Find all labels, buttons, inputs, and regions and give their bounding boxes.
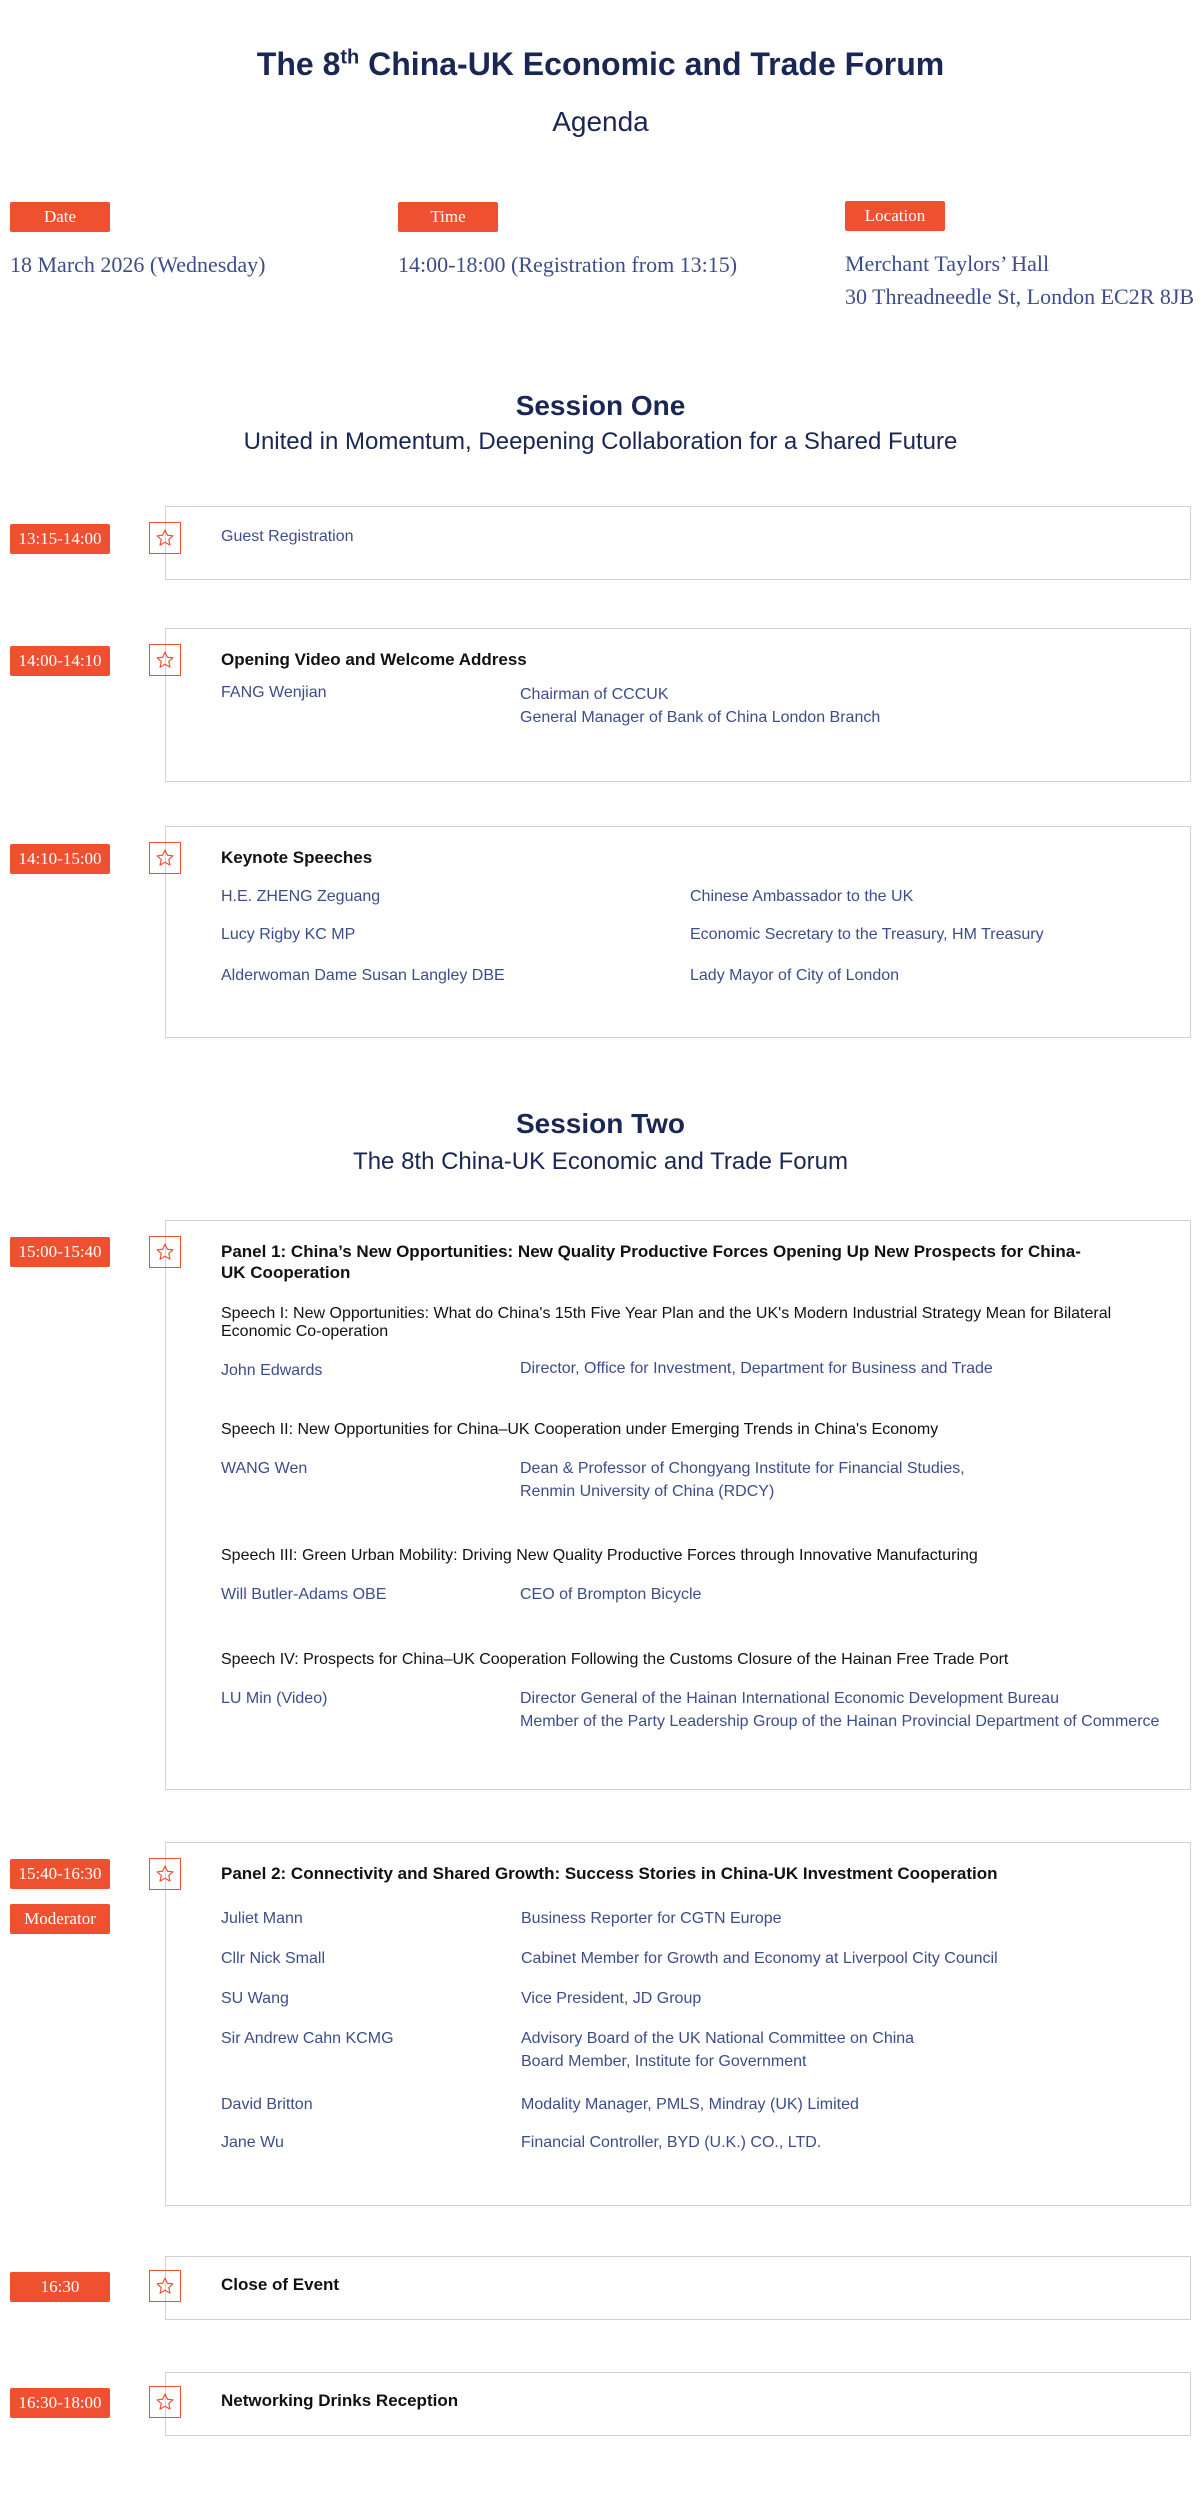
speech-title: Speech III: Green Urban Mobility: Driving New Quality Productive Forces through Innovative Manufacturing: [221, 1547, 978, 1564]
star-icon: [149, 842, 181, 874]
session-two-title: Session Two: [515, 1108, 686, 1139]
speaker-role: Renmin University of China (RDCY): [520, 1483, 775, 1500]
star-icon: [149, 2270, 181, 2302]
speaker-role: Chinese Ambassador to the UK: [690, 888, 914, 905]
speech-title: Speech IV: Prospects for China–UK Cooperation Following the Customs Closure of the Hainan Free Trade Port: [221, 1651, 1009, 1668]
time-tag: Time: [398, 202, 498, 232]
reception-title: Networking Drinks Reception: [221, 2391, 459, 2410]
speaker-role: Director General of the Hainan International Economic Development Bureau: [520, 1690, 1059, 1707]
close-card: [165, 2256, 1191, 2320]
location-line1: Merchant Taylors’ Hall: [845, 251, 1050, 276]
speaker-name: Juliet Mann: [221, 1910, 303, 1927]
speaker-role: CEO of Brompton Bicycle: [520, 1586, 702, 1603]
close-title: Close of Event: [221, 2275, 340, 2294]
location-line2: 30 Threadneedle St, London EC2R 8JB: [845, 284, 1195, 309]
reception-card: [165, 2372, 1191, 2436]
moderator-tag: Moderator: [10, 1904, 110, 1934]
date-value: 18 March 2026 (Wednesday): [10, 252, 266, 277]
speaker-role: Financial Controller, BYD (U.K.) CO., LTD.: [521, 2134, 822, 2151]
speaker-name: Sir Andrew Cahn KCMG: [221, 2030, 394, 2047]
speaker-name: Will Butler-Adams OBE: [221, 1586, 387, 1603]
time-tag-reception: 16:30-18:00: [10, 2388, 110, 2418]
time-tag-panel1: 15:00-15:40: [10, 1237, 110, 1267]
speaker-name: Lucy Rigby KC MP: [221, 926, 356, 943]
speaker-role: Cabinet Member for Growth and Economy at Liverpool City Council: [521, 1950, 998, 1967]
keynote-card: [165, 826, 1191, 1038]
speaker-name: Jane Wu: [221, 2134, 284, 2151]
location-info: [845, 201, 1194, 313]
keynote-title: Keynote Speeches: [221, 848, 373, 867]
speaker-role: General Manager of Bank of China London Branch: [520, 709, 881, 726]
time-tag-keynote: 14:10-15:00: [10, 844, 110, 874]
star-icon: [149, 522, 181, 554]
time-tag-registration: 13:15-14:00: [10, 524, 110, 554]
speech-title: Speech I: New Opportunities: What do China's 15th Five Year Plan and the UK's Modern Industrial Strategy Mean for Bilateral Economic Co-operation: [221, 1305, 1112, 1340]
speaker-name: SU Wang: [221, 1990, 289, 2007]
panel1-card: [165, 1220, 1191, 1790]
session-two-subtitle: The 8th China-UK Economic and Trade Forum: [353, 1148, 848, 1175]
panel2-title: Panel 2: Connectivity and Shared Growth: Success Stories in China-UK Investment Cooperation: [221, 1864, 998, 1883]
speech-title: Speech II: New Opportunities for China–UK Cooperation under Emerging Trends in China's Economy: [221, 1421, 939, 1438]
location-tag: Location: [845, 201, 945, 231]
star-icon: [149, 1858, 181, 1890]
speaker-name: LU Min (Video): [221, 1690, 328, 1707]
speaker-role: Board Member, Institute for Government: [521, 2053, 807, 2070]
session-one-subtitle: United in Momentum, Deepening Collaboration for a Shared Future: [243, 428, 958, 455]
speaker-role: Dean & Professor of Chongyang Institute for Financial Studies,: [520, 1460, 965, 1477]
speaker-name: FANG Wenjian: [221, 684, 327, 701]
session-one-title: Session One: [515, 390, 686, 421]
speaker-role: Chairman of CCCUK: [520, 686, 669, 703]
page-subtitle: Agenda: [552, 106, 649, 137]
time-value: 14:00-18:00 (Registration from 13:15): [398, 252, 738, 277]
speaker-name: WANG Wen: [221, 1460, 308, 1477]
speaker-role: Advisory Board of the UK National Committee on China: [521, 2030, 915, 2047]
star-icon: [149, 644, 181, 676]
star-icon: [149, 1236, 181, 1268]
speaker-name: John Edwards: [221, 1362, 323, 1379]
time-tag-close: 16:30: [10, 2272, 110, 2302]
speaker-name: Cllr Nick Small: [221, 1950, 325, 1967]
panel1-title: Panel 1: China’s New Opportunities: New Quality Productive Forces Opening Up New Prospects for China-UK Cooperation: [221, 1242, 1081, 1282]
registration-text: Guest Registration: [221, 528, 354, 545]
speaker-name: Alderwoman Dame Susan Langley DBE: [221, 967, 505, 984]
time-tag-opening: 14:00-14:10: [10, 646, 110, 676]
speaker-name: H.E. ZHENG Zeguang: [221, 888, 381, 905]
date-tag: Date: [10, 202, 110, 232]
time-tag-panel2: 15:40-16:30: [10, 1859, 110, 1889]
time-info: [398, 202, 737, 281]
speaker-role: Vice President, JD Group: [521, 1990, 702, 2007]
speaker-role: Modality Manager, PMLS, Mindray (UK) Limited: [521, 2096, 859, 2113]
speaker-role: Member of the Party Leadership Group of the Hainan Provincial Department of Commerce: [520, 1713, 1160, 1730]
page-title: The 8th China-UK Economic and Trade Forum: [256, 46, 945, 82]
speaker-role: Business Reporter for CGTN Europe: [521, 1910, 782, 1927]
speaker-role: Lady Mayor of City of London: [690, 967, 900, 984]
date-info: [10, 202, 265, 281]
registration-card: [165, 506, 1191, 580]
speaker-role: Director, Office for Investment, Department for Business and Trade: [520, 1360, 993, 1377]
star-icon: [149, 2386, 181, 2418]
speaker-name: David Britton: [221, 2096, 313, 2113]
speaker-role: Economic Secretary to the Treasury, HM Treasury: [690, 926, 1044, 943]
opening-card: [165, 628, 1191, 782]
panel2-card: [165, 1842, 1191, 2206]
opening-title: Opening Video and Welcome Address: [221, 650, 527, 669]
